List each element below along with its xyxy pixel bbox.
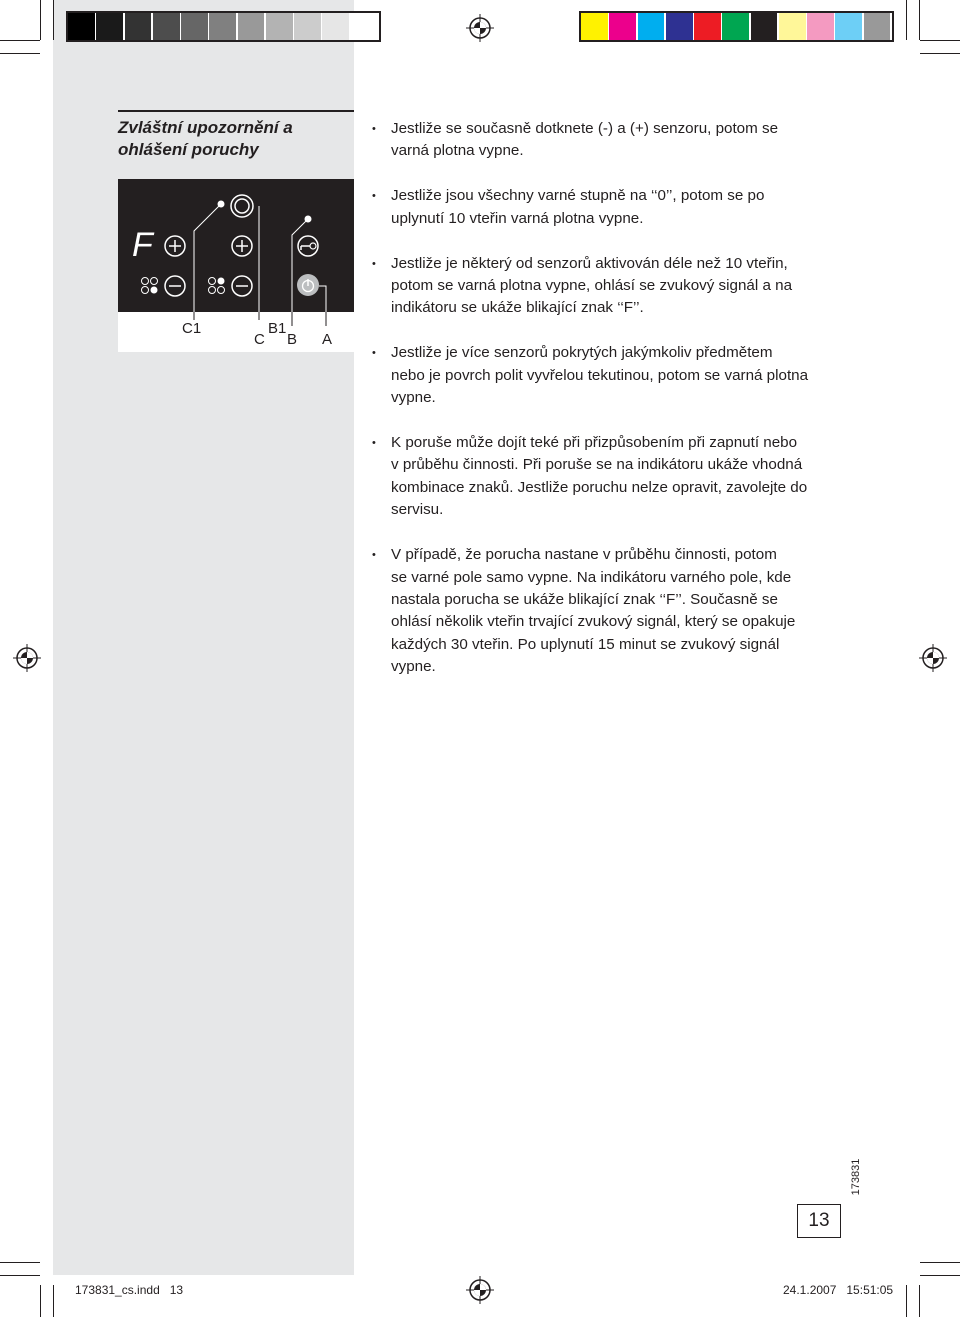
- warning-list: [372, 118, 852, 701]
- color-swatch: [694, 13, 721, 40]
- label-c: C: [254, 331, 265, 348]
- list-item-line: kombinace znaků. Jestliže poruchu nelze opravit, zavolejte do: [391, 478, 808, 496]
- color-swatch: [581, 13, 608, 40]
- color-swatch: [835, 13, 862, 40]
- color-bar: [579, 11, 894, 42]
- list-item-line: v průběhu činnosti. Při poruše se na indikátoru ukáže vhodná: [391, 456, 803, 474]
- list-item-line: každých 30 vteřin. Po uplynutí 15 minut se zvukový signál: [391, 635, 780, 653]
- color-swatch: [609, 13, 636, 40]
- heading-line-2: ohlášení poruchy: [118, 140, 259, 159]
- key-lock-icon: [298, 236, 318, 256]
- display-f-char: F: [132, 226, 153, 264]
- label-b1: B1: [268, 320, 287, 337]
- list-item-line: uplynutí 10 vteřin varná plotna vypne.: [391, 209, 644, 227]
- cooking-zone-icon-2: [209, 278, 225, 294]
- section-heading: [118, 110, 354, 161]
- list-item-line: • Jestliže je některý od senzorů aktivován déle než 10 vteřin,: [391, 254, 788, 272]
- list-item-line: vypne.: [391, 389, 436, 407]
- list-item-line: • Jestliže jsou všechny varné stupně na ‘‘0’’, potom se po: [391, 187, 765, 205]
- list-item-line: • Jestliže se současně dotknete (-) a (+) senzoru, potom se: [391, 120, 779, 137]
- plus-sensor-2: [232, 236, 252, 256]
- heading-line-1: Zvláštní upozornění a: [118, 118, 293, 137]
- color-swatch: [779, 13, 806, 40]
- registration-mark-top: [466, 14, 494, 42]
- list-item-line: • Jestliže je více senzorů pokrytých jakýmkoliv předmětem: [391, 344, 773, 362]
- color-swatch: [722, 13, 749, 40]
- list-item-line: nebo je povrch polit vyvřelou tekutinou, potom se varná plotna: [391, 366, 809, 384]
- list-item: [372, 253, 852, 320]
- label-a: A: [322, 331, 333, 348]
- color-swatch: [153, 13, 180, 40]
- list-item-line: vypne.: [391, 658, 436, 676]
- color-swatch: [638, 13, 665, 40]
- label-b: B: [287, 331, 298, 348]
- minus-sensor-2: [232, 276, 252, 296]
- footer-file-info: 173831_cs.indd 13: [75, 1283, 184, 1297]
- list-item-line: indikátoru se ukáže blikající znak ‘‘F’’.: [391, 299, 644, 317]
- list-item: [372, 185, 852, 230]
- color-swatch: [266, 13, 293, 40]
- list-item: [372, 544, 852, 678]
- list-item-line: se varné pole samo vypne. Na indikátoru varného pole, kde: [391, 568, 792, 586]
- plus-sensor-1: [165, 236, 185, 256]
- color-swatch: [125, 13, 152, 40]
- color-swatch: [181, 13, 208, 40]
- control-panel-illustration: [118, 179, 354, 312]
- color-swatch: [238, 13, 265, 40]
- footer-date-info: 24.1.2007 15:51:05: [783, 1283, 894, 1297]
- control-panel-label-strip: [118, 312, 354, 352]
- color-swatch: [294, 13, 321, 40]
- registration-mark-left: [13, 644, 41, 672]
- registration-mark-bottom: [466, 1276, 494, 1304]
- color-swatch: [68, 13, 95, 40]
- label-c1: C1: [182, 320, 202, 337]
- list-item-line: nastala porucha se ukáže blikající znak ‘‘F’’. Současně se: [391, 591, 778, 608]
- page-number: 13: [797, 1204, 841, 1238]
- registration-mark-right: [919, 644, 947, 672]
- power-icon: [297, 274, 319, 296]
- color-swatch: [864, 13, 891, 40]
- list-item-line: • K poruše může dojít teké při přizpůsobením při zapnutí nebo: [391, 434, 798, 452]
- cooking-zone-icon-1: [142, 278, 158, 294]
- list-item-line: potom se varná plotna vypne, ohlásí se zvukový signál a na: [391, 277, 793, 295]
- list-item-line: varná plotna vypne.: [391, 142, 524, 160]
- color-swatch: [666, 13, 693, 40]
- color-swatch: [751, 13, 778, 40]
- color-swatch: [351, 13, 378, 40]
- document-id: 173831: [850, 1158, 862, 1196]
- list-item: [372, 342, 852, 409]
- color-swatch: [209, 13, 236, 40]
- list-item: [372, 118, 852, 163]
- list-item-line: • V případě, že porucha nastane v průběhu činnosti, potom: [391, 546, 777, 564]
- list-item-line: servisu.: [391, 501, 444, 519]
- color-swatch: [807, 13, 834, 40]
- gray-scale-bar: [66, 11, 381, 42]
- color-swatch: [96, 13, 123, 40]
- list-item-line: ohlásí několik vteřin trvající zvukový signál, který se opakuje: [391, 613, 796, 631]
- indicator-ring-icon: [231, 195, 253, 217]
- minus-sensor-1: [165, 276, 185, 296]
- list-item: [372, 432, 852, 522]
- color-swatch: [322, 13, 349, 40]
